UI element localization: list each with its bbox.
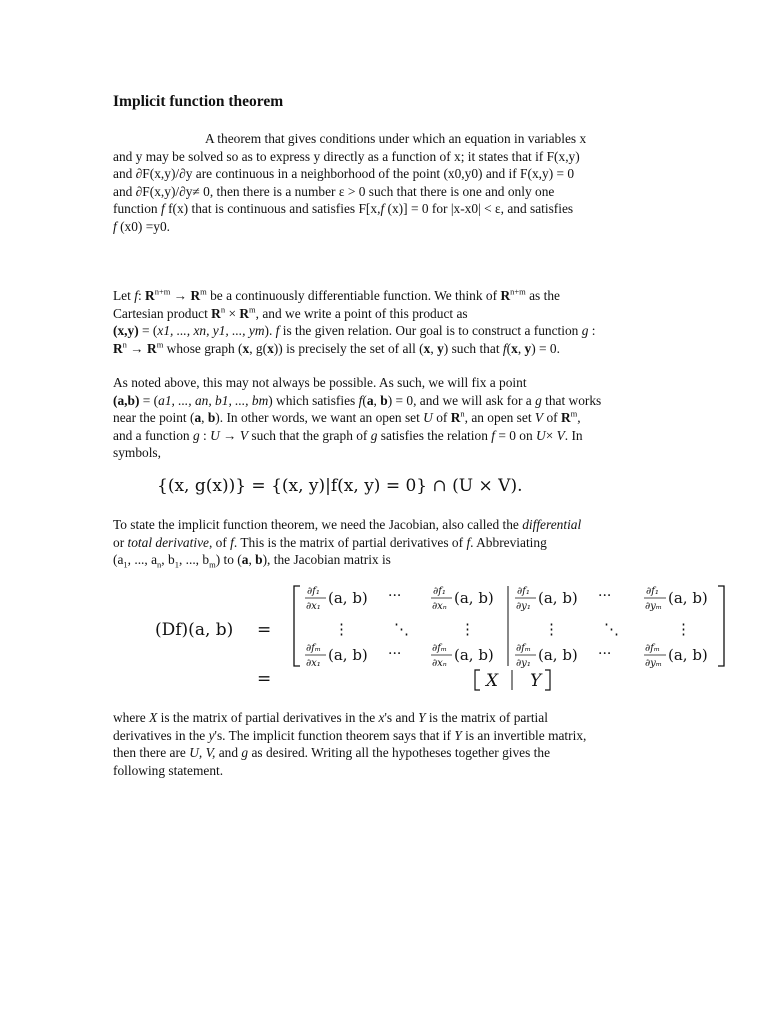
intro-line-6: f (x0) =y0. [113, 218, 171, 234]
entry-df1-dxn [431, 586, 494, 612]
jacobian-matrix [150, 580, 730, 695]
entry-df1-dym [644, 586, 708, 612]
fix-point-paragraph [113, 374, 648, 462]
svg-text:∂fₘ: ∂fₘ [432, 643, 448, 654]
svg-text:(a, b): (a, b) [328, 589, 368, 607]
svg-text:(a, b): (a, b) [668, 646, 708, 664]
svg-text:(a, b): (a, b) [328, 646, 368, 664]
matrix-row-1 [305, 586, 708, 612]
svg-text:∂f₁: ∂f₁ [646, 586, 659, 597]
svg-text:∂xₙ: ∂xₙ [432, 658, 447, 669]
h-dots: ··· [598, 646, 612, 662]
svg-text:⋮: ⋮ [460, 620, 475, 638]
svg-text:⋱: ⋱ [604, 620, 619, 638]
def-line-2: Cartesian product $R^n \times R^m$, and we write a point of this product as [113, 304, 468, 321]
entry-dfm-dxn [431, 643, 494, 669]
left-bracket [294, 586, 300, 666]
def-line-4: $R^n \to R^m$ whose graph (x, g(x)) is precisely the set of all (x, y) such that f(x, y) = 0. [113, 339, 560, 356]
concl-line-1: where X is the matrix of partial derivatives in the x's and Y is the matrix of partial [113, 710, 548, 725]
svg-text:∂f₁: ∂f₁ [307, 586, 320, 597]
jac-intro-line-1: To state the implicit function theorem, we need the Jacobian, also called the differential [113, 517, 582, 532]
svg-text:⋱: ⋱ [394, 620, 409, 638]
h-dots: ··· [388, 588, 402, 604]
svg-text:∂f₁: ∂f₁ [433, 586, 446, 597]
svg-text:∂yₘ: ∂yₘ [645, 601, 662, 612]
page-title: Implicit function theorem [113, 93, 284, 110]
jac-intro-line-2: or total derivative, of f. This is the matrix of partial derivatives of f. Abbreviating [113, 534, 547, 550]
graph-set-equation: {(x, g(x))} = {(x, y)|f(x, y) = 0} ∩ (U × V). [157, 476, 523, 496]
concl-line-4: following statement. [113, 762, 224, 778]
svg-text:X: X [486, 671, 499, 691]
svg-text:∂y₁: ∂y₁ [516, 601, 531, 612]
concl-line-2: derivatives in the y's. The implicit function theorem says that if Y is an invertible matrix, [113, 727, 587, 743]
svg-text:∂y₁: ∂y₁ [516, 658, 531, 669]
svg-text:∂f₁: ∂f₁ [517, 586, 530, 597]
matrix-row-2 [334, 620, 691, 638]
svg-text:∂fₘ: ∂fₘ [645, 643, 661, 654]
jacobian-intro-paragraph [113, 516, 648, 569]
equals-sign-2: = [257, 669, 272, 689]
svg-text:∂xₙ: ∂xₙ [432, 601, 447, 612]
entry-df1-dy1 [515, 586, 578, 612]
fix-line-3: near the point (a, b). In other words, we want an open set U of $R^n$, an open set V of $R^m$, [113, 408, 581, 426]
concl-line-3: then there are U, V, and g as desired. Writing all the hypotheses together gives the [113, 745, 551, 761]
def-line-1: Let f: $R^{n+m} \to R^m$ be a continuously differentiable function. We think of $R^{n+m}$ as the [113, 286, 560, 303]
intro-line-5: function f f(x) that is continuous and satisfies F[x,f (x)] = 0 for |x-x0| < ε, and satisfies [113, 201, 574, 217]
matrix-row-3 [305, 643, 708, 669]
svg-text:⋮: ⋮ [676, 620, 691, 638]
entry-df1-dx1 [305, 586, 368, 612]
conclusion-paragraph [113, 709, 648, 779]
intro-line-3: and ∂F(x,y)/∂y are continuous in a neighborhood of the point (x0,y0) and if F(x,y) = 0 [113, 166, 575, 182]
svg-text:∂x₁: ∂x₁ [306, 658, 321, 669]
jac-intro-line-3: ($a_1$, ..., $a_n$, $b_1$, ..., $b_m$) to (a, b), the Jacobian matrix is [113, 552, 391, 570]
svg-text:∂x₁: ∂x₁ [306, 601, 321, 612]
fix-line-4: and a function g : U → V such that the graph of g satisfies the relation f = 0 on U× V. In [113, 427, 583, 443]
jacobian-lhs: (Df)(a, b) [155, 620, 234, 640]
svg-text:∂fₘ: ∂fₘ [516, 643, 532, 654]
intro-line-1: A theorem that gives conditions under which an equation in variables x [205, 131, 587, 146]
h-dots: ··· [388, 646, 402, 662]
svg-text:(a, b): (a, b) [668, 589, 708, 607]
def-line-3: (x,y) = (x1, ..., xn, y1, ..., ym). f is the given relation. Our goal is to construct a function g : [113, 323, 596, 339]
intro-line-4: and ∂F(x,y)/∂y≠ 0, then there is a number ε > 0 such that there is one and only one [113, 183, 555, 199]
block-matrix [475, 670, 550, 691]
entry-dfm-dym [644, 643, 708, 669]
definition-paragraph [113, 287, 648, 357]
intro-line-2: and y may be solved so as to express y directly as a function of x; it states that if F(x,y) [113, 148, 580, 164]
svg-text:(a, b): (a, b) [454, 646, 494, 664]
equals-sign-1: = [257, 620, 272, 640]
svg-text:⋮: ⋮ [544, 620, 559, 638]
svg-text:∂yₘ: ∂yₘ [645, 658, 662, 669]
right-bracket [718, 586, 724, 666]
intro-paragraph [113, 130, 648, 236]
h-dots: ··· [598, 588, 612, 604]
fix-line-5: symbols, [113, 445, 161, 461]
entry-dfm-dx1 [305, 643, 368, 669]
svg-text:(a, b): (a, b) [538, 646, 578, 664]
svg-text:(a, b): (a, b) [454, 589, 494, 607]
entry-dfm-dy1 [515, 643, 578, 669]
svg-text:Y: Y [530, 671, 542, 691]
svg-text:(a, b): (a, b) [538, 589, 578, 607]
fix-line-2: (a,b) = (a1, ..., an, b1, ..., bm) which satisfies f(a, b) = 0, and we will ask for a g that works [113, 392, 602, 408]
svg-text:∂fₘ: ∂fₘ [306, 643, 322, 654]
fix-line-1: As noted above, this may not always be possible. As such, we will fix a point [113, 375, 527, 390]
svg-text:⋮: ⋮ [334, 620, 349, 638]
